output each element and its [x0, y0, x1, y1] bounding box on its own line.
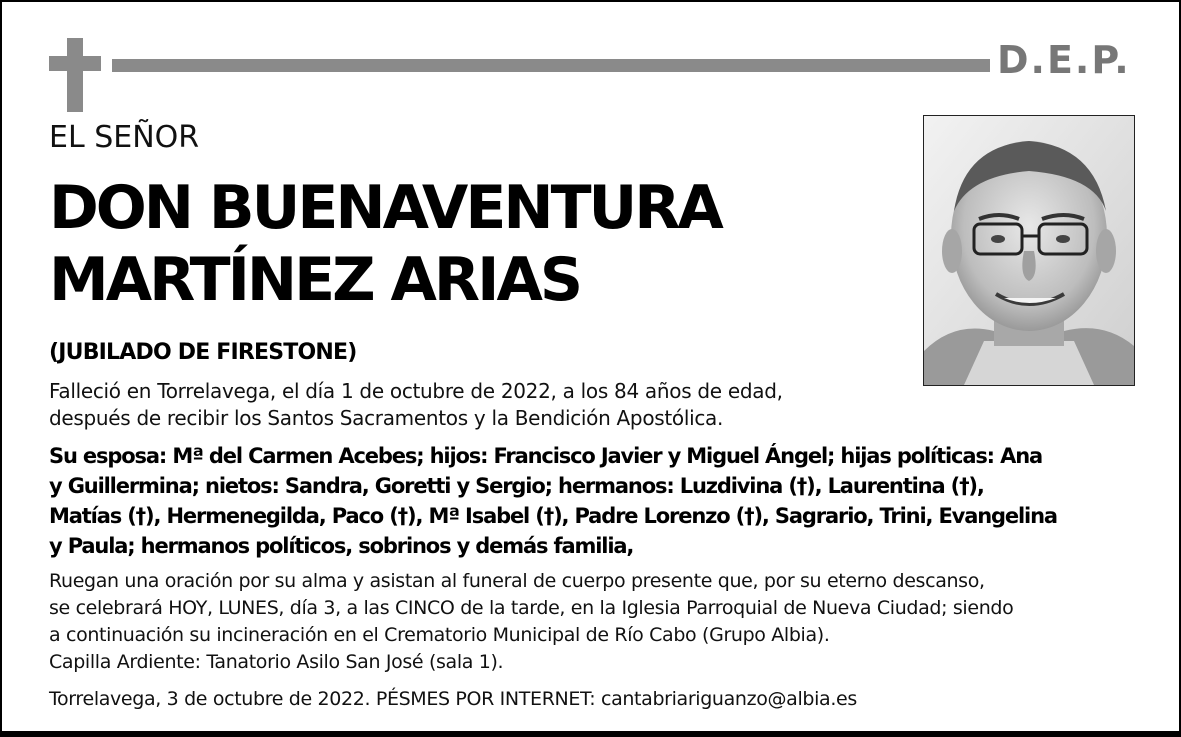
deceased-name-line: DON BUENAVENTURA: [49, 173, 721, 243]
dep-label: D.E.P.: [997, 38, 1131, 82]
service-line: Ruegan una oración por su alma y asistan al funeral de cuerpo presente que, por su eterno descanso,: [49, 570, 985, 592]
footer-line: Torrelavega, 3 de octubre de 2022. PÉSMES POR INTERNET: cantabriariguanzo@albia.es: [49, 688, 857, 710]
deceased-name-line: MARTÍNEZ ARIAS: [49, 245, 581, 315]
cross-icon: [49, 38, 101, 112]
death-notice-line: después de recibir los Santos Sacramentos y la Bendición Apostólica.: [49, 406, 724, 430]
family-line: Su esposa: Mª del Carmen Acebes; hijos: Francisco Javier y Miguel Ángel; hijas políticas: Ana: [49, 444, 1043, 468]
service-info: [49, 568, 1013, 676]
family-list: [49, 441, 1057, 561]
family-line: y Paula; hermanos políticos, sobrinos y demás familia,: [49, 534, 634, 558]
header-rule: [112, 59, 990, 72]
occupation: (JUBILADO DE FIRESTONE): [49, 340, 357, 365]
family-line: Matías (†), Hermenegilda, Paco (†), Mª Isabel (†), Padre Lorenzo (†), Sagrario, Trini, Evangelina: [49, 504, 1057, 528]
service-line: a continuación su incineración en el Crematorio Municipal de Río Cabo (Grupo Albia).: [49, 624, 830, 646]
death-notice: [49, 378, 783, 432]
deceased-name: [49, 172, 721, 316]
family-line: y Guillermina; nietos: Sandra, Goretti y Sergio; hermanos: Luzdivina (†), Laurentina (†),: [49, 474, 984, 498]
honorific: EL SEÑOR: [49, 120, 200, 155]
portrait-photo: [923, 115, 1135, 386]
service-line: Capilla Ardiente: Tanatorio Asilo San José (sala 1).: [49, 651, 504, 673]
death-notice-line: Falleció en Torrelavega, el día 1 de octubre de 2022, a los 84 años de edad,: [49, 379, 783, 403]
service-line: se celebrará HOY, LUNES, día 3, a las CINCO de la tarde, en la Iglesia Parroquial de Nueva Ciudad; siendo: [49, 597, 1014, 619]
